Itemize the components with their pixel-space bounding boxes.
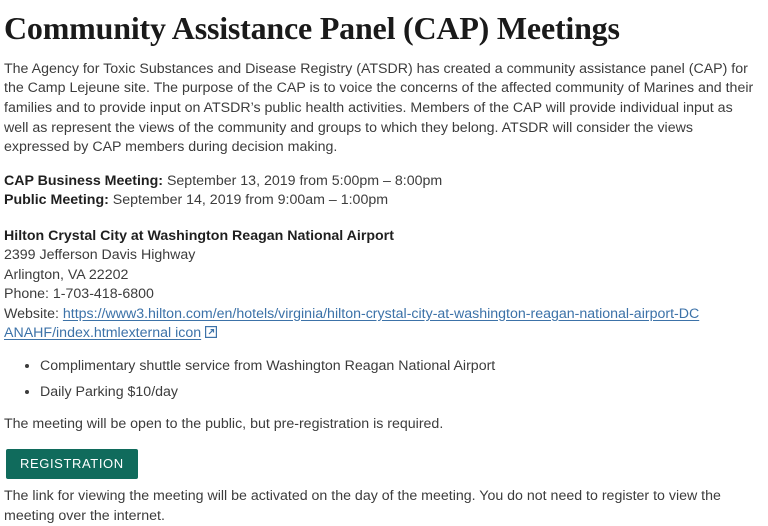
- footer-note: The link for viewing the meeting will be activated on the day of the meeting. You do not need to register to view the meeting over the internet.: [4, 487, 721, 524]
- registration-button[interactable]: REGISTRATION: [6, 449, 138, 479]
- meeting-line-business: [4, 172, 758, 192]
- venue-name: Hilton Crystal City at Washington Reagan National Airport: [4, 227, 394, 244]
- meeting-details-public: September 14, 2019 from 9:00am – 1:00pm: [112, 192, 389, 209]
- registration-note: The meeting will be open to the public, but pre-registration is required.: [4, 416, 444, 433]
- list-item: • Complimentary shuttle service from Washington Reagan National Airport: [40, 355, 758, 377]
- website-label: Website:: [4, 305, 59, 322]
- venue-address-block: [4, 227, 758, 343]
- intro-paragraph: The Agency for Toxic Substances and Disease Registry (ATSDR) has created a community assistance panel (CAP) for the Camp Lejeune site. The purpose of the CAP is to voice the concerns of the affected community of Marines and their families and to provide input on ATSDR’s public health activities. Members of the CAP will provide individual input as well as represent the views of the community and groups to which they belong. ATSDR will consider the views expressed by CAP members during decision making.: [4, 60, 754, 156]
- venue-street: 2399 Jefferson Davis Highway: [4, 247, 196, 264]
- venue-website-line: [4, 305, 704, 344]
- amenities-list: [4, 355, 758, 403]
- list-item: • Daily Parking $10/day: [40, 381, 758, 403]
- meeting-schedule: [4, 172, 758, 211]
- venue-city-state-zip: Arlington, VA 22202: [4, 266, 129, 283]
- venue-website-link[interactable]: [4, 306, 699, 341]
- website-external-suffix: external icon: [120, 324, 202, 341]
- page-title: Community Assistance Panel (CAP) Meetings: [4, 10, 620, 46]
- meeting-label-business: CAP Business Meeting:: [4, 172, 163, 189]
- website-url-text: https://www3.hilton.com/en/hotels/virginia/hilton-crystal-city-at-washington-reagan-national-airport-DCANAHF/index.html: [4, 305, 700, 341]
- meeting-details-business: September 13, 2019 from 5:00pm – 8:00pm: [166, 172, 443, 189]
- venue-phone: Phone: 1-703-418-6800: [4, 286, 154, 303]
- registration-button-row: [6, 449, 758, 479]
- meeting-line-public: [4, 191, 758, 211]
- external-link-icon: [205, 325, 217, 337]
- meeting-label-public: Public Meeting:: [4, 192, 109, 209]
